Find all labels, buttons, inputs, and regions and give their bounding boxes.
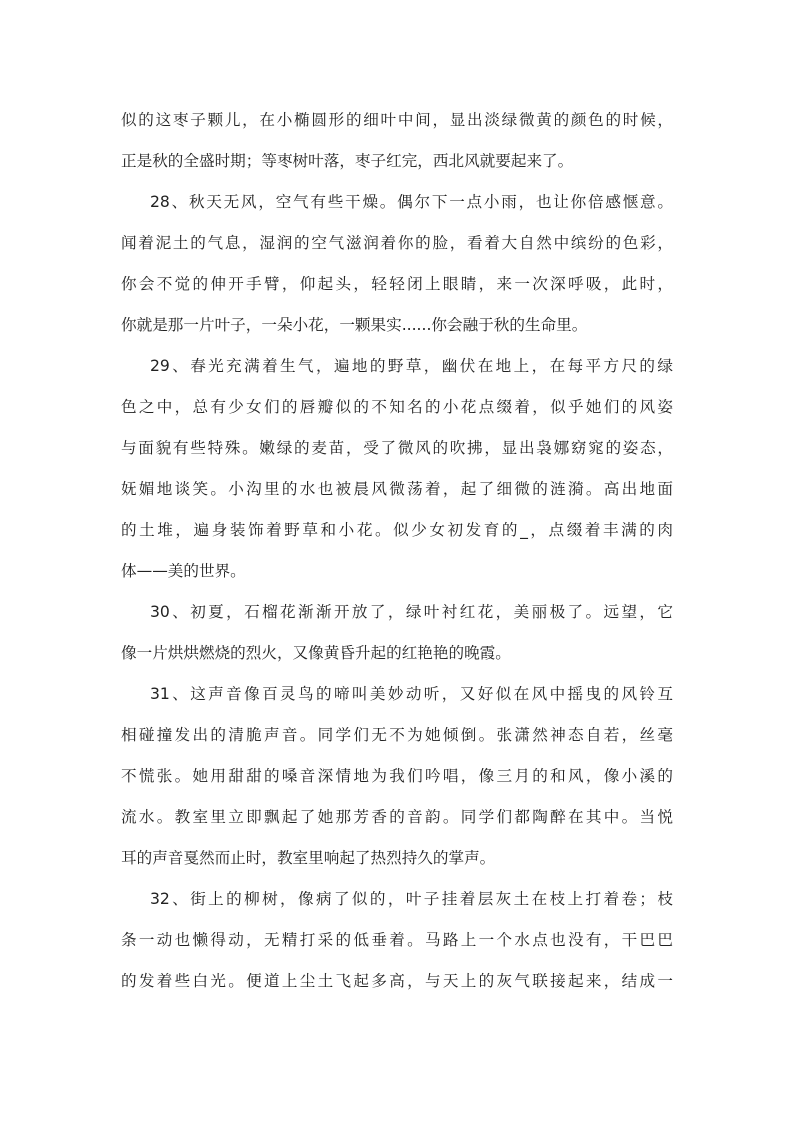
text-line: 耳的声音戛然而止时，教室里响起了热烈持久的掌声。: [121, 849, 496, 867]
text-line: 闻着泥土的气息，湿润的空气滋润着你的脸，看着大自然中缤纷的色彩，: [121, 234, 673, 252]
text-line: 的土堆，遍身装饰着野草和小花。似少女初发育的_，点缀着丰满的肉: [121, 521, 673, 539]
text-line: 的发着些白光。便道上尘土飞起多高，与天上的灰气联接起来，结成一: [121, 972, 673, 990]
text-line: 色之中，总有少女们的唇瓣似的不知名的小花点缀着，似乎她们的风姿: [121, 398, 673, 416]
text-line: 你就是那一片叶子，一朵小花，一颗果实......你会融于秋的生命里。: [121, 316, 588, 334]
paragraph-31-first-line: 31、这声音像百灵鸟的啼叫美妙动听，又好似在风中摇曳的风铃互: [150, 685, 673, 703]
text-line: 不慌张。她用甜甜的嗓音深情地为我们吟唱，像三月的和风，像小溪的: [121, 767, 673, 785]
text-line: 体——美的世界。: [121, 562, 246, 580]
paragraph-29-first-line: 29、春光充满着生气，遍地的野草，幽伏在地上，在每平方尺的绿: [150, 357, 673, 375]
text-line: 你会不觉的伸开手臂，仰起头，轻轻闭上眼睛，来一次深呼吸，此时，: [121, 275, 673, 293]
text-line: 妩媚地谈笑。小沟里的水也被晨风微荡着，起了细微的涟漪。高出地面: [121, 480, 673, 498]
text-line: 与面貌有些特殊。嫩绿的麦苗，受了微风的吹拂，显出袅娜窈窕的姿态，: [121, 439, 673, 457]
text-line: 正是秋的全盛时期；等枣树叶落，枣子红完，西北风就要起来了。: [121, 152, 574, 170]
paragraph-32-first-line: 32、街上的柳树，像病了似的，叶子挂着层灰土在枝上打着卷；枝: [150, 890, 673, 908]
text-line: 相碰撞发出的清脆声音。同学们无不为她倾倒。张潇然神态自若，丝毫: [121, 726, 673, 744]
paragraph-30-first-line: 30、初夏，石榴花渐渐开放了，绿叶衬红花，美丽极了。远望，它: [150, 603, 673, 621]
text-line: 像一片烘烘燃烧的烈火，又像黄昏升起的红艳艳的晚霞。: [121, 644, 511, 662]
text-line: 流水。教室里立即飘起了她那芳香的音韵。同学们都陶醉在其中。当悦: [121, 808, 673, 826]
text-line: 似的这枣子颗儿，在小椭圆形的细叶中间，显出淡绿微黄的颜色的时候，: [121, 111, 673, 129]
paragraph-28-first-line: 28、秋天无风，空气有些干燥。偶尔下一点小雨，也让你倍感惬意。: [150, 193, 673, 211]
text-line: 条一动也懒得动，无精打采的低垂着。马路上一个水点也没有，干巴巴: [121, 931, 673, 949]
